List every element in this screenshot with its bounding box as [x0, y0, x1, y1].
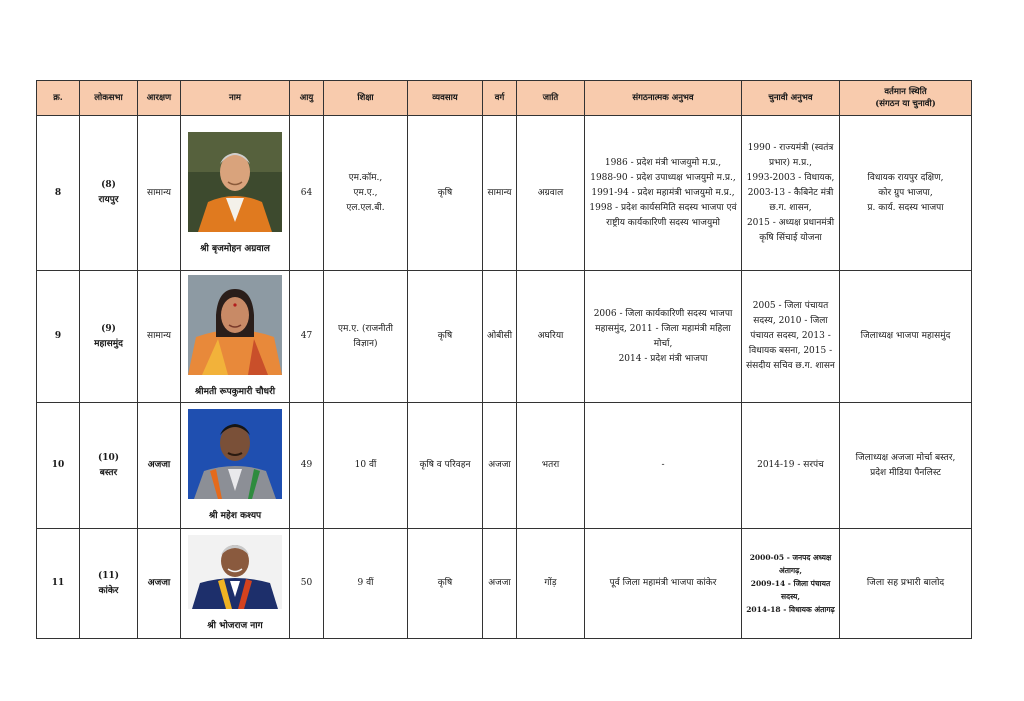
cell-sno: 11	[37, 529, 80, 639]
header-education: शिक्षा	[324, 81, 408, 116]
portrait-blue-jacket-scarf-icon	[188, 535, 282, 609]
header-occupation: व्यवसाय	[408, 81, 483, 116]
header-current-status: वर्तमान स्थिति (संगठन या चुनावी)	[840, 81, 972, 116]
portrait-orange-jacket-icon	[188, 132, 282, 232]
cell-education: एम.ए. (राजनीती विज्ञान)	[324, 271, 408, 403]
header-electoral-experience: चुनावी अनुभव	[742, 81, 840, 116]
cell-education: 9 वीं	[324, 529, 408, 639]
header-age: आयु	[290, 81, 324, 116]
cell-caste: अग्रवाल	[517, 116, 585, 271]
cell-current-status: जिला सह प्रभारी बालोद	[840, 529, 972, 639]
table-row	[37, 116, 972, 271]
candidate-photo	[188, 535, 282, 609]
header-org-experience: संगठनात्मक अनुभव	[585, 81, 742, 116]
cell-loksabha: (11) कांकेर	[80, 529, 138, 639]
cell-category: अजजा	[483, 403, 517, 529]
cell-name	[181, 116, 290, 271]
cell-reservation: अजजा	[138, 529, 181, 639]
cell-caste: भतरा	[517, 403, 585, 529]
cell-loksabha: (8) रायपुर	[80, 116, 138, 271]
candidate-name: श्रीमती रूपकुमारी चौधरी	[194, 387, 276, 397]
header-loksabha: लोकसभा	[80, 81, 138, 116]
header-name: नाम	[181, 81, 290, 116]
cell-sno: 8	[37, 116, 80, 271]
table-row	[37, 529, 972, 639]
cell-caste: गोंड़	[517, 529, 585, 639]
cell-age: 47	[290, 271, 324, 403]
cell-reservation: अजजा	[138, 403, 181, 529]
portrait-grey-vest-blue-bg-icon	[188, 409, 282, 499]
cell-loksabha: (10) बस्तर	[80, 403, 138, 529]
cell-name	[181, 403, 290, 529]
header-reservation: आरक्षण	[138, 81, 181, 116]
cell-electoral-experience: 2000-05 - जनपद अध्यक्ष अंतागढ़, 2009-14 - जिला पंचायत सदस्य, 2014-18 - विधायक अंतागढ़	[742, 529, 840, 639]
cell-age: 49	[290, 403, 324, 529]
cell-category: अजजा	[483, 529, 517, 639]
cell-org-experience: 1986 - प्रदेश मंत्री भाजयुमो म.प्र., 1988-90 - प्रदेश उपाध्यक्ष भाजयुमो म.प्र., 1991-94 - प्रदेश महामंत्री भाजयुमो म.प्र., 1998 - प्रदेश कार्यसमिति सदस्य भाजपा एवं राष्ट्रीय कार्यकारिणी सदस्य भाजयुमो	[585, 116, 742, 271]
candidate-photo	[188, 275, 282, 375]
portrait-saffron-saree-icon	[188, 275, 282, 375]
cell-category: सामान्य	[483, 116, 517, 271]
cell-name	[181, 271, 290, 403]
cell-category: ओबीसी	[483, 271, 517, 403]
cell-electoral-experience: 2005 - जिला पंचायत सदस्य, 2010 - जिला पंचायत सदस्य, 2013 - विधायक बसना, 2015 - संसदीय सचिव छ.ग. शासन	[742, 271, 840, 403]
candidate-photo	[188, 409, 282, 499]
header-sno: क्र.	[37, 81, 80, 116]
cell-occupation: कृषि	[408, 529, 483, 639]
header-row	[37, 81, 972, 116]
candidate-name: श्री बृजमोहन अग्रवाल	[200, 243, 270, 254]
cell-org-experience: 2006 - जिला कार्यकारिणी सदस्य भाजपा महासमुंद, 2011 - जिला महामंत्री महिला मोर्चा, 2014 - प्रदेश मंत्री भाजपा	[585, 271, 742, 403]
cell-current-status: जिलाध्यक्ष भाजपा महासमुंद	[840, 271, 972, 403]
header-category: वर्ग	[483, 81, 517, 116]
cell-reservation: सामान्य	[138, 271, 181, 403]
candidate-name: श्री महेश कश्यप	[208, 511, 262, 521]
cell-current-status: जिलाध्यक्ष अजजा मोर्चा बस्तर, प्रदेश मीडिया पैनलिस्ट	[840, 403, 972, 529]
cell-name	[181, 529, 290, 639]
cell-age: 64	[290, 116, 324, 271]
cell-current-status: विधायक रायपुर दक्षिण, कोर ग्रुप भाजपा, प्र. कार्य. सदस्य भाजपा	[840, 116, 972, 271]
cell-reservation: सामान्य	[138, 116, 181, 271]
cell-occupation: कृषि	[408, 271, 483, 403]
candidates-table	[36, 80, 972, 639]
cell-caste: अघरिया	[517, 271, 585, 403]
candidate-name: श्री भोजराज नाग	[207, 621, 263, 631]
cell-occupation: कृषि व परिवहन	[408, 403, 483, 529]
cell-occupation: कृषि	[408, 116, 483, 271]
cell-org-experience: पूर्व जिला महामंत्री भाजपा कांकेर	[585, 529, 742, 639]
cell-age: 50	[290, 529, 324, 639]
cell-electoral-experience: 1990 - राज्यमंत्री (स्वतंत्र प्रभार) म.प्र., 1993-2003 - विधायक, 2003-13 - कैबिनेट मंत्री छ.ग. शासन, 2015 - अध्यक्ष प्रधानमंत्री कृषि सिंचाई योजना	[742, 116, 840, 271]
cell-sno: 10	[37, 403, 80, 529]
cell-loksabha: (9) महासमुंद	[80, 271, 138, 403]
header-caste: जाति	[517, 81, 585, 116]
cell-education: एम.कॉम., एम.ए., एल.एल.बी.	[324, 116, 408, 271]
cell-org-experience: -	[585, 403, 742, 529]
cell-sno: 9	[37, 271, 80, 403]
table-row	[37, 403, 972, 529]
table-row	[37, 271, 972, 403]
cell-education: 10 वीं	[324, 403, 408, 529]
candidate-photo	[188, 132, 282, 232]
cell-electoral-experience: 2014-19 - सरपंच	[742, 403, 840, 529]
